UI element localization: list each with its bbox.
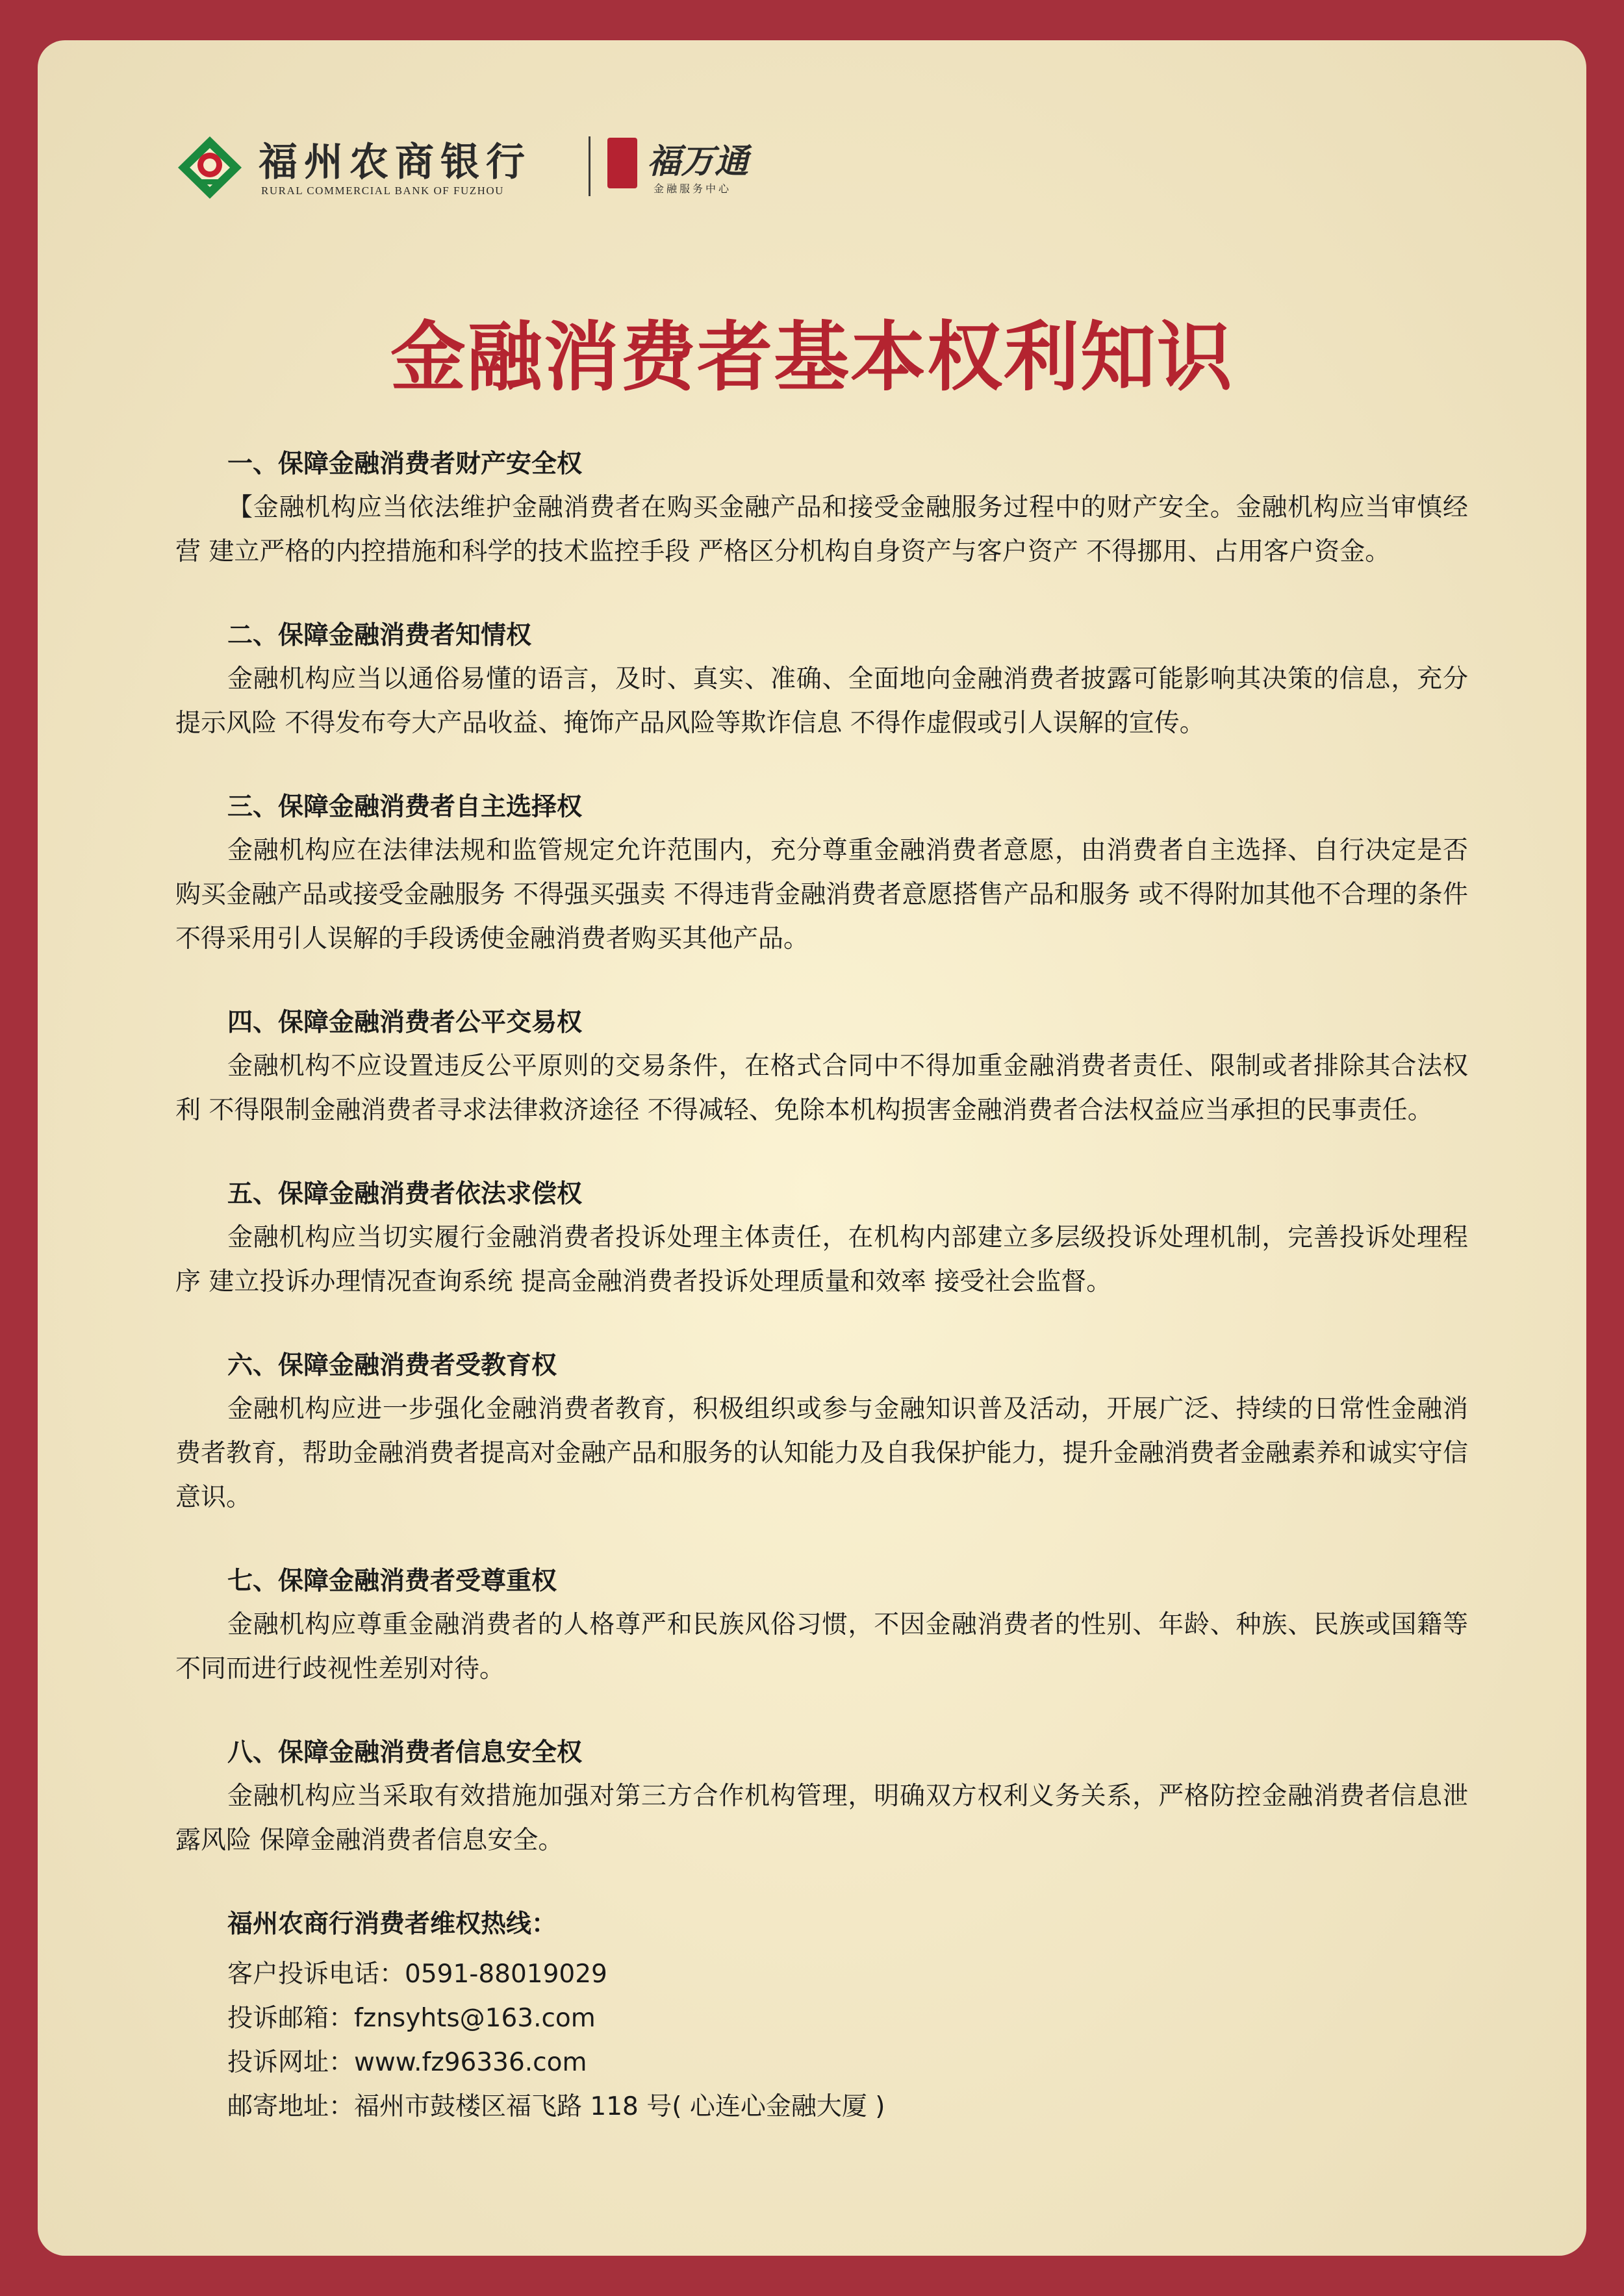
rights-section — [175, 1007, 1468, 1133]
section-heading: 三、保障金融消费者自主选择权 — [227, 792, 583, 822]
rights-section — [175, 1565, 1468, 1691]
bank-logo-icon — [174, 134, 246, 201]
section-body: 【金融机构应当依法维护金融消费者在购买金融产品和接受金融服务过程中的财产安全。金融机构应当审慎经营 建立严格的内控措施和科学的技术监控手段 严格区分机构自身资产与客户资产 不得挪用、占用客户资金。 — [175, 493, 1468, 566]
section-body: 金融机构应当采取有效措施加强对第三方合作机构管理，明确双方权利义务关系，严格防控金融消费者信息泄露风险 保障金融消费者信息安全。 — [175, 1782, 1468, 1855]
hotline-heading: 福州农商行消费者维权热线： — [227, 1910, 557, 1939]
page-title: 金融消费者基本权利知识 — [390, 314, 1234, 401]
section-body: 金融机构应当以通俗易懂的语言，及时、真实、准确、全面地向金融消费者披露可能影响其决策的信息，充分提示风险 不得发布夸大产品收益、掩饰产品风险等欺诈信息 不得作虚假或引人误解的宣传。 — [175, 664, 1468, 738]
section-body: 金融机构应进一步强化金融消费者教育，积极组织或参与金融知识普及活动，开展广泛、持续的日常性金融消费者教育，帮助金融消费者提高对金融产品和服务的认知能力及自我保护能力，提升金融消费者金融素养和诚实守信意识。 — [175, 1394, 1468, 1512]
bank-name: 福州农商银行 — [259, 140, 531, 185]
section-heading: 八、保障金融消费者信息安全权 — [227, 1738, 583, 1767]
brand-subtitle: 金融服务中心 — [653, 183, 732, 195]
rights-section — [175, 1737, 1468, 1863]
complaint-website: 投诉网址：www.fz96336.com — [227, 2048, 587, 2077]
section-body: 金融机构不应设置违反公平原则的交易条件，在格式合同中不得加重金融消费者责任、限制或者排除其合法权利 不得限制金融消费者寻求法律救济途径 不得减轻、免除本机构损害金融消费者合法权益应当承担的民事责任。 — [175, 1052, 1468, 1125]
complaint-phone: 客户投诉电话：0591-88019029 — [227, 1960, 607, 1989]
rights-section — [175, 1350, 1468, 1520]
rights-content — [175, 448, 1468, 2129]
seal-stamp-icon — [607, 138, 637, 188]
brand-name: 福万通 — [647, 142, 749, 181]
complaint-email: 投诉邮箱：fznsyhts@163.com — [227, 2004, 596, 2033]
section-body: 金融机构应在法律法规和监管规定允许范围内，充分尊重金融消费者意愿，由消费者自主选择、自行决定是否购买金融产品或接受金融服务 不得强买强卖 不得违背金融消费者意愿搭售产品和服务 或不得附加其他不合理的条件 不得采用引人误解的手段诱使金融消费者购买其他产品。 — [175, 836, 1468, 953]
section-heading: 六、保障金融消费者受教育权 — [227, 1351, 557, 1380]
section-heading: 四、保障金融消费者公平交易权 — [227, 1008, 583, 1037]
section-body: 金融机构应尊重金融消费者的人格尊严和民族风俗习惯，不因金融消费者的性别、年龄、种族、民族或国籍等不同而进行歧视性差别对待。 — [175, 1610, 1468, 1684]
bank-name-english: RURAL COMMERCIAL BANK OF FUZHOU — [261, 184, 504, 197]
bank-logo — [174, 131, 824, 216]
rights-section — [175, 1178, 1468, 1304]
rights-section — [175, 448, 1468, 574]
hotline-block — [175, 1908, 1468, 2129]
section-body: 金融机构应当切实履行金融消费者投诉处理主体责任，在机构内部建立多层级投诉处理机制，完善投诉处理程序 建立投诉办理情况查询系统 提高金融消费者投诉处理质量和效率 接受社会监督。 — [175, 1223, 1468, 1296]
poster-panel — [38, 40, 1586, 2256]
section-heading: 七、保障金融消费者受尊重权 — [227, 1567, 557, 1596]
mailing-address: 邮寄地址：福州市鼓楼区福飞路 118 号( 心连心金融大厦 ) — [227, 2092, 885, 2121]
section-heading: 五、保障金融消费者依法求偿权 — [227, 1180, 583, 1209]
rights-section — [175, 791, 1468, 961]
rights-section — [175, 620, 1468, 746]
logo-divider — [589, 136, 590, 196]
section-heading: 一、保障金融消费者财产安全权 — [227, 449, 583, 479]
section-heading: 二、保障金融消费者知情权 — [227, 621, 532, 650]
